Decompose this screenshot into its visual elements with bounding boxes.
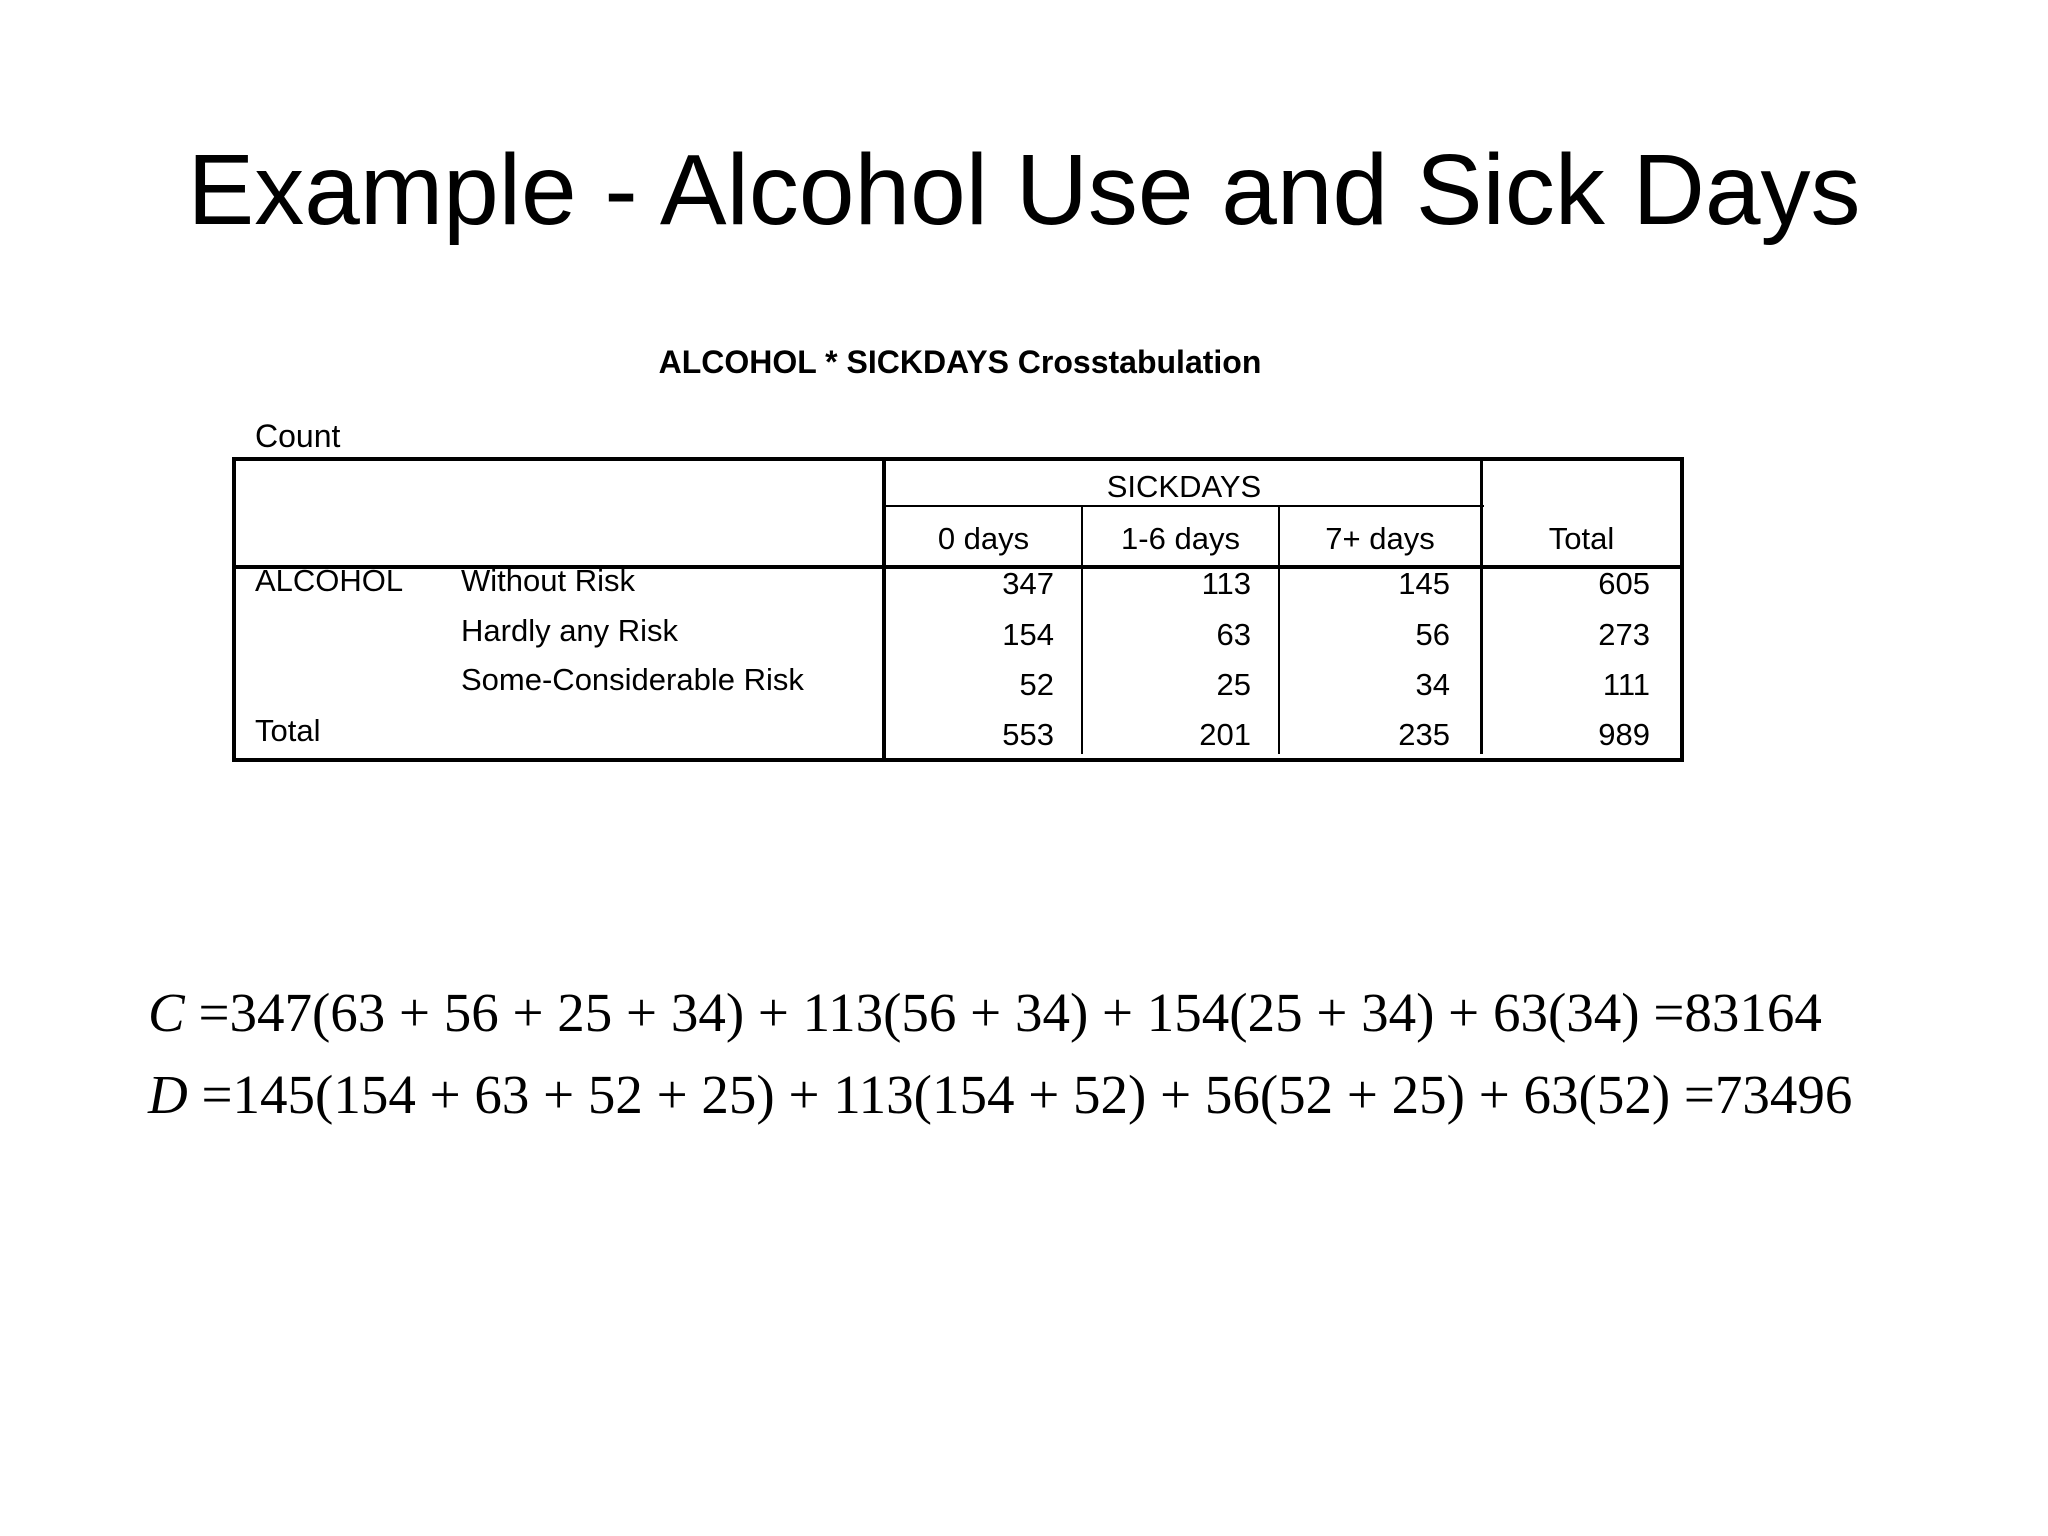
cell-without-risk-7-plus-days: 145 xyxy=(1398,566,1450,601)
formula-d-expression: =145(154 + 63 + 52 + 25) + 113(154 + 52) + 56(52 + 25) + 63(52) =73496 xyxy=(201,1064,1853,1125)
cell-some-considerable-risk-1-6-days: 25 xyxy=(1216,667,1251,702)
cell-without-risk-0-days: 347 xyxy=(1002,566,1054,601)
formula-c-expression: =347(63 + 56 + 25 + 34) + 113(56 + 34) + 154(25 + 34) + 63(34) =83164 xyxy=(198,982,1822,1043)
cell-without-risk-1-6-days: 113 xyxy=(1201,566,1251,601)
column-header-0-days: 0 days xyxy=(937,521,1030,556)
crosstab-table xyxy=(232,457,1684,762)
row-variable-label: ALCOHOL xyxy=(255,563,404,598)
cell-grand-total: 989 xyxy=(1598,717,1650,752)
cell-total-7-plus-days: 235 xyxy=(1398,717,1450,752)
formula-d-variable: D xyxy=(148,1064,188,1125)
total-col-divider xyxy=(1480,461,1483,754)
cell-some-considerable-risk-7-plus-days: 34 xyxy=(1415,667,1450,702)
sickdays-underline xyxy=(886,505,1484,507)
crosstab-caption: ALCOHOL * SICKDAYS Crosstabulation xyxy=(658,344,1262,380)
slide-title: Example - Alcohol Use and Sick Days xyxy=(187,134,1861,246)
cell-hardly-any-risk-0-days: 154 xyxy=(1002,617,1054,652)
count-label: Count xyxy=(255,418,341,454)
cell-some-considerable-risk-total: 111 xyxy=(1602,667,1650,702)
row-label-without-risk: Without Risk xyxy=(461,563,635,598)
cell-without-risk-total: 605 xyxy=(1598,566,1650,601)
column-header-1-6-days: 1-6 days xyxy=(1121,521,1240,556)
cell-hardly-any-risk-1-6-days: 63 xyxy=(1216,617,1251,652)
row-label-some-considerable-risk: Some-Considerable Risk xyxy=(461,662,804,697)
cell-total-0-days: 553 xyxy=(1002,717,1054,752)
column-group-header: SICKDAYS xyxy=(1106,469,1262,504)
column-header-total: Total xyxy=(1548,521,1615,556)
cell-hardly-any-risk-7-plus-days: 56 xyxy=(1415,617,1450,652)
formula-c xyxy=(148,982,1822,1043)
row-label-hardly-any-risk: Hardly any Risk xyxy=(461,613,679,648)
row-label-total: Total xyxy=(255,713,321,748)
cell-hardly-any-risk-total: 273 xyxy=(1598,617,1650,652)
cell-some-considerable-risk-0-days: 52 xyxy=(1019,667,1054,702)
cell-total-1-6-days: 201 xyxy=(1199,717,1251,752)
formula-c-variable: C xyxy=(148,982,185,1043)
formula-d xyxy=(148,1064,1853,1125)
column-header-7-plus-days: 7+ days xyxy=(1325,521,1435,556)
